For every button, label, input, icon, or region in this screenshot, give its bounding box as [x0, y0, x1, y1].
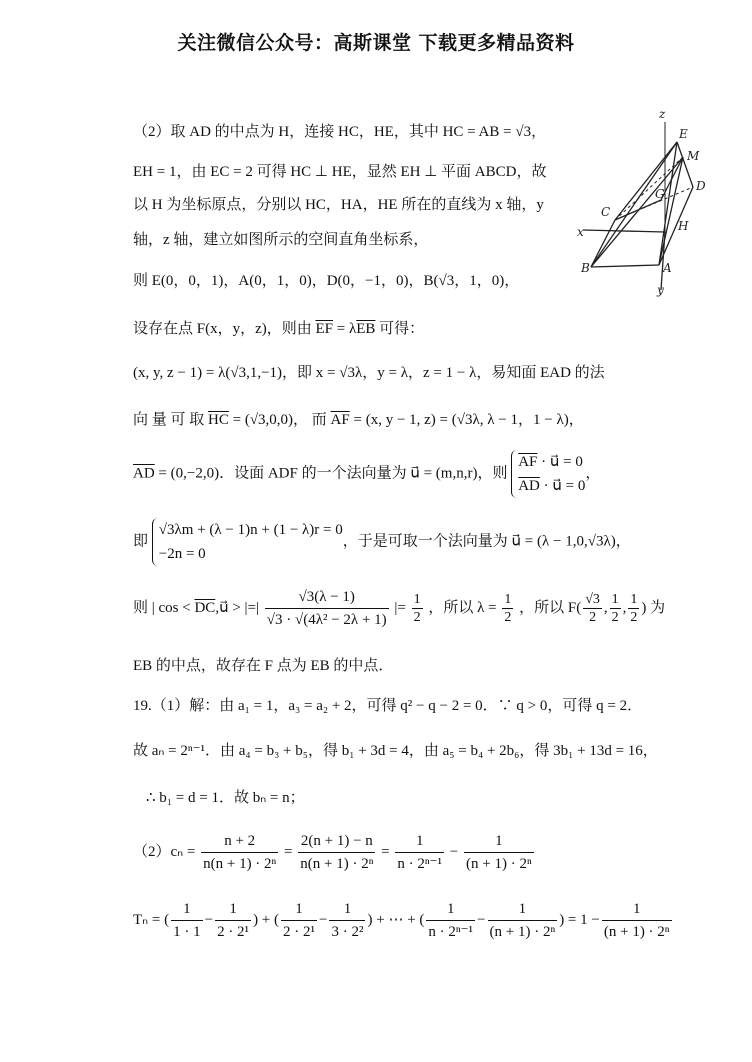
solution-line-5: 则 E(0，0，1)，A(0，1，0)，D(0，−1，0)，B(√3，1，0)， — [133, 273, 520, 289]
pyramid-figure — [573, 102, 709, 298]
solution-line-2: EH = 1，由 EC = 2 可得 HC ⊥ HE，显然 EH ⊥ 平面 ABCD，故 — [133, 164, 547, 180]
vector-EF: $\overline{EF}$ — [315, 321, 334, 337]
solution-line-10: 即 √3λm + (λ − 1)n + (1 − λ)r = 0 −2n = 0 ，于是可取一个法向量为 u⃗ = (λ − 1,0,√3λ)， — [133, 518, 631, 566]
solution-line-12: EB 的中点，故存在 F 点为 EB 的中点． — [133, 658, 394, 674]
vector-AF: $\overline{AF}$ — [330, 412, 350, 428]
solution-line-7: (x, y, z − 1) = λ(√3,1,−1)，即 x = √3λ，y = λ，z = 1 − λ，易知面 EAD 的法 — [133, 365, 605, 381]
label-D: D — [696, 179, 706, 193]
solution-line-6: 设存在点 F(x，y，z)，则由 $\overline{EF} = \lambda\overline{EB}$ 可得： — [133, 321, 425, 337]
label-y: y — [657, 283, 664, 297]
label-x: x — [577, 225, 584, 239]
label-M: M — [687, 149, 700, 163]
solution-line-14: 故 aₙ = 2ⁿ⁻¹．由 a₄ = b₃ + b₅，得 b₁ + 3d = 4，由 a₅ = b₄ + 2b₆，得 3b₁ + 13d = 16， — [133, 743, 658, 759]
vector-DC: $\overline{DC}$ — [194, 599, 216, 616]
label-E: E — [679, 127, 688, 141]
equation-system-1: $\overline{AF}$ · u⃗ = 0 $\overline{AD}$ · u⃗ = 0 — [511, 450, 585, 498]
vector-EB: $\overline{EB}$ — [356, 321, 376, 337]
vector-HC: $\overline{HC}$ — [208, 412, 229, 428]
solution-line-3: 以 H 为坐标原点，分别以 HC，HA，HE 所在的直线为 x 轴，y — [133, 197, 544, 213]
solution-line-8: 向 量 可 取 $\overline{HC} = (√3,0,0)$， 而 $\overline{AF} = (x$, y − 1, z) = (√3λ, λ − 1，1 − λ)， — [133, 412, 584, 428]
label-G: G — [655, 187, 665, 201]
label-H: H — [678, 219, 689, 233]
equation-system-2: √3λm + (λ − 1)n + (1 − λ)r = 0 −2n = 0 — [152, 518, 343, 566]
label-A: A — [663, 261, 672, 275]
label-C: C — [601, 205, 611, 219]
solution-line-11: 则 | $\cos < \overline{DC},u⃗$ > |=| $\frac{√3(\lambda - 1)}{\text{√3 · √(4λ² − 2λ + 1)}}$ |= $\frac{1}{2}$ ，所以 λ = $\frac{1}{2}$ ，所以 F( $\frac{√3}{2}$ , $\frac{1}{2}$ , $\frac{1}{2}$ ) 为 — [133, 586, 665, 631]
solution-line-9: $\overline{AD} = (0,-2,0)$．设面 ADF 的一个法向量为 u⃗ = (m,n,r)，则 $\overline{AF}$ · u⃗ = 0 $\overline{AD}$ · u⃗ = 0 ， — [133, 450, 600, 498]
solution-line-4: 轴，z 轴，建立如图所示的空间直角坐标系， — [133, 232, 429, 248]
vector-AD: $\overline{AD}$ — [133, 465, 155, 482]
solution-line-13: 19.（1）解：由 a₁ = 1，a₃ = a₂ + 2，可得 q² − q − 2 = 0．∵ q > 0，可得 q = 2． — [133, 698, 643, 714]
solution-line-15: ∴ b₁ = d = 1．故 bₙ = n； — [146, 790, 305, 806]
cos-fraction: $\frac{√3(\lambda - 1)}{\text{√3 · √(4λ² − 2λ + 1)}}$ — [265, 586, 389, 631]
solution-line-17: Tₙ = ( $\frac{1}{1 \cdot 1}$ − $\frac{1}{\text{2 · 2¹}}$ ) + ( $\frac{1}{\text{2 · 2¹}}$ − $\frac{1}{\text{3 · 2²}}$ ) + ⋯ + ( $\frac{1}{\text{n · 2ⁿ⁻¹}}$ − $\frac{1}{\text{(n + 1) · 2ⁿ}}$ ) = 1 − $\frac{1}{\text{(n + 1) · 2ⁿ}}$ — [133, 898, 674, 943]
page-header: 关注微信公众号：高斯课堂 下载更多精品资料 — [177, 32, 575, 54]
solution-line-1: （2）取 AD 的中点为 H，连接 HC，HE，其中 HC = AB = √3， — [133, 124, 547, 140]
label-z: z — [659, 107, 666, 121]
solution-line-16: （2）cₙ = $\frac{n + 2}{\text{n(n + 1) · 2ⁿ}}$ = $\frac{2(n + 1) - n}{\text{n(n + 1) · 2ⁿ}}$ = $\frac{1}{\text{n · 2ⁿ⁻¹}}$ − $\frac{1}{\text{(n + 1) · 2ⁿ}}$ — [133, 830, 536, 875]
label-B: B — [581, 261, 590, 275]
